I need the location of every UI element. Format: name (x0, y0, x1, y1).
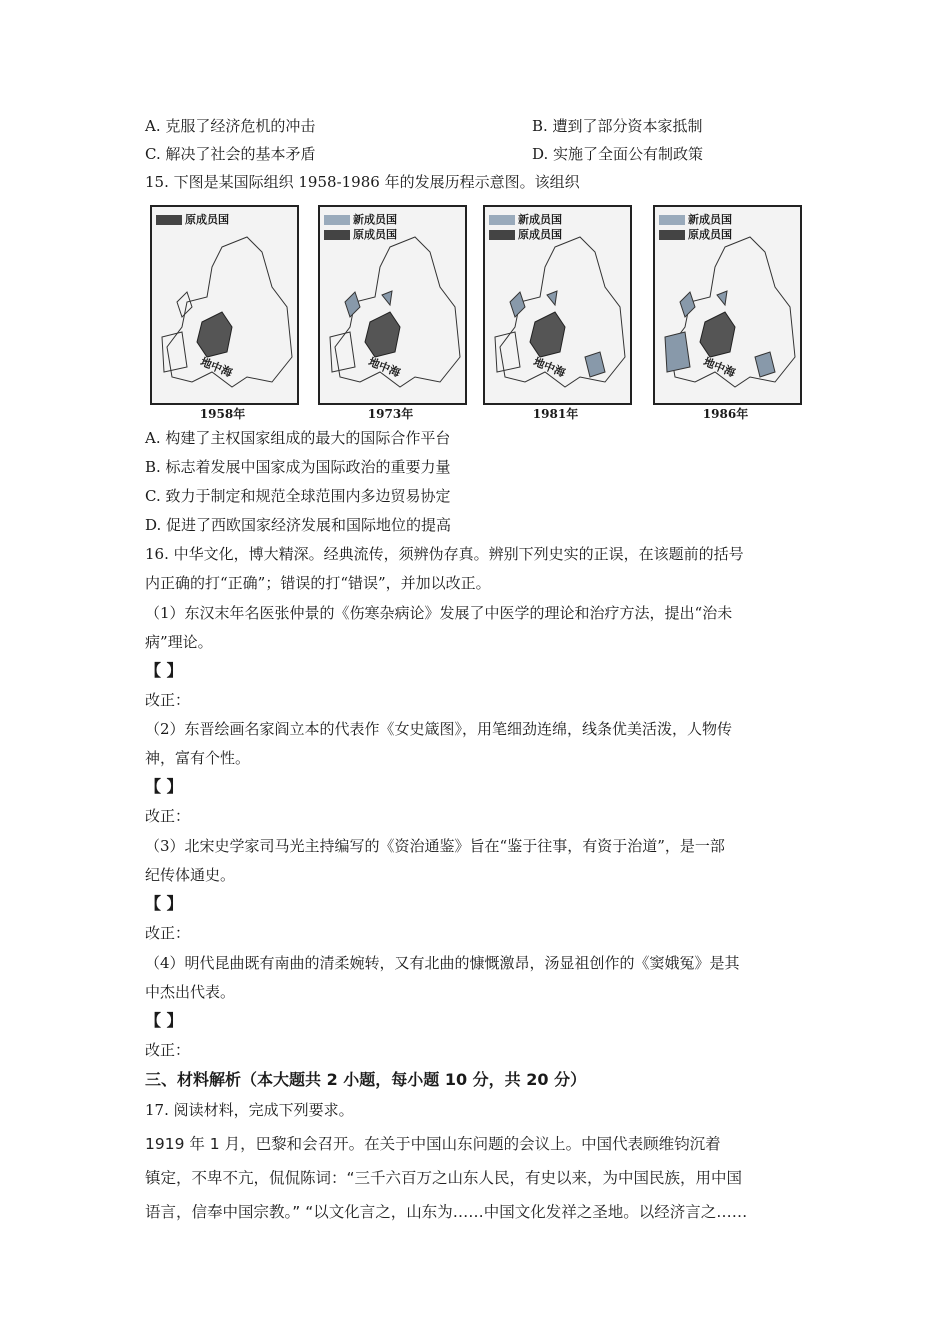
sea-label: 地中海 (531, 355, 568, 380)
q14-option-d: D. 实施了全面公有制政策 (532, 145, 704, 163)
section3-heading: 三、材料解析（本大题共 2 小题，每小题 10 分，共 20 分） (145, 1070, 587, 1089)
map-1973 (318, 205, 467, 405)
q14-option-b: B. 遭到了部分资本家抵制 (532, 117, 703, 135)
q15-option-d: D. 促进了西欧国家经济发展和国际地位的提高 (145, 516, 452, 534)
q16-item2-line1: （2）东晋绘画名家阎立本的代表作《女史箴图》，用笔细劲连绵，线条优美活泼，人物传 (145, 720, 733, 738)
legend-new: 新成员国 (489, 213, 562, 226)
q16-item2-correction: 改正： (145, 807, 191, 825)
q15-stem: 15. 下图是某国际组织 1958-1986 年的发展历程示意图。该组织 (145, 173, 580, 191)
q14-option-c: C. 解决了社会的基本矛盾 (145, 145, 316, 163)
map-year-1958: 1958年 (199, 407, 246, 421)
q16-item2-line2: 神，富有个性。 (145, 749, 251, 767)
map-1958 (150, 205, 299, 405)
q16-item4-line2: 中杰出代表。 (145, 983, 236, 1001)
q16-stem-line2: 内正确的打“正确”；错误的打“错误”，并加以改正。 (145, 574, 491, 592)
q17-material-line1: 1919 年 1 月，巴黎和会召开。在关于中国山东问题的会议上。中国代表顾维钧沉着 (145, 1135, 721, 1153)
map-1981 (483, 205, 632, 405)
map-1986 (653, 205, 802, 405)
q16-item4-bracket: 【 】 (145, 1011, 183, 1030)
q17-material-line3: 语言，信奉中国宗教。” “以文化言之，山东为……中国文化发祥之圣地。以经济言之…… (145, 1203, 748, 1221)
legend-original: 原成员国 (489, 228, 562, 241)
q16-item3-bracket: 【 】 (145, 894, 183, 913)
q16-item3-line1: （3）北宋史学家司马光主持编写的《资治通鉴》旨在“鉴于往事，有资于治道”，是一部 (145, 837, 725, 855)
q16-item4-line1: （4）明代昆曲既有南曲的清柔婉转，又有北曲的慷慨激昂，汤显祖创作的《窦娥冤》是其 (145, 954, 740, 972)
q15-option-b: B. 标志着发展中国家成为国际政治的重要力量 (145, 458, 451, 476)
sea-label: 地中海 (366, 355, 403, 380)
q16-item1-line2: 病”理论。 (145, 633, 213, 651)
sea-label: 地中海 (701, 355, 738, 380)
q16-item1-line1: （1）东汉末年名医张仲景的《伤寒杂病论》发展了中医学的理论和治疗方法，提出“治未 (145, 604, 733, 622)
sea-label: 地中海 (198, 355, 235, 380)
q16-item2-bracket: 【 】 (145, 777, 183, 796)
q16-item1-correction: 改正： (145, 691, 191, 709)
q16-item3-correction: 改正： (145, 924, 191, 942)
legend-new: 新成员国 (659, 213, 732, 226)
q15-map-figure (150, 205, 800, 425)
legend-original: 原成员国 (659, 228, 732, 241)
map-year-1973: 1973年 (367, 407, 414, 421)
q16-item4-correction: 改正： (145, 1041, 191, 1059)
q14-option-a: A. 克服了经济危机的冲击 (145, 117, 316, 135)
q16-stem-line1: 16. 中华文化，博大精深。经典流传，须辨伪存真。辨别下列史实的正误，在该题前的括号 (145, 545, 744, 563)
map-year-1986: 1986年 (702, 407, 749, 421)
q16-item1-bracket: 【 】 (145, 661, 183, 680)
legend-original: 原成员国 (156, 213, 229, 226)
q15-option-c: C. 致力于制定和规范全球范围内多边贸易协定 (145, 487, 451, 505)
q17-stem: 17. 阅读材料，完成下列要求。 (145, 1101, 354, 1119)
q15-option-a: A. 构建了主权国家组成的最大的国际合作平台 (145, 429, 451, 447)
legend-original: 原成员国 (324, 228, 397, 241)
map-year-1981: 1981年 (532, 407, 579, 421)
legend-new: 新成员国 (324, 213, 397, 226)
q16-item3-line2: 纪传体通史。 (145, 866, 236, 884)
q17-material-line2: 镇定，不卑不亢，侃侃陈词：“三千六百万之山东人民，有史以来，为中国民族，用中国 (145, 1169, 743, 1187)
